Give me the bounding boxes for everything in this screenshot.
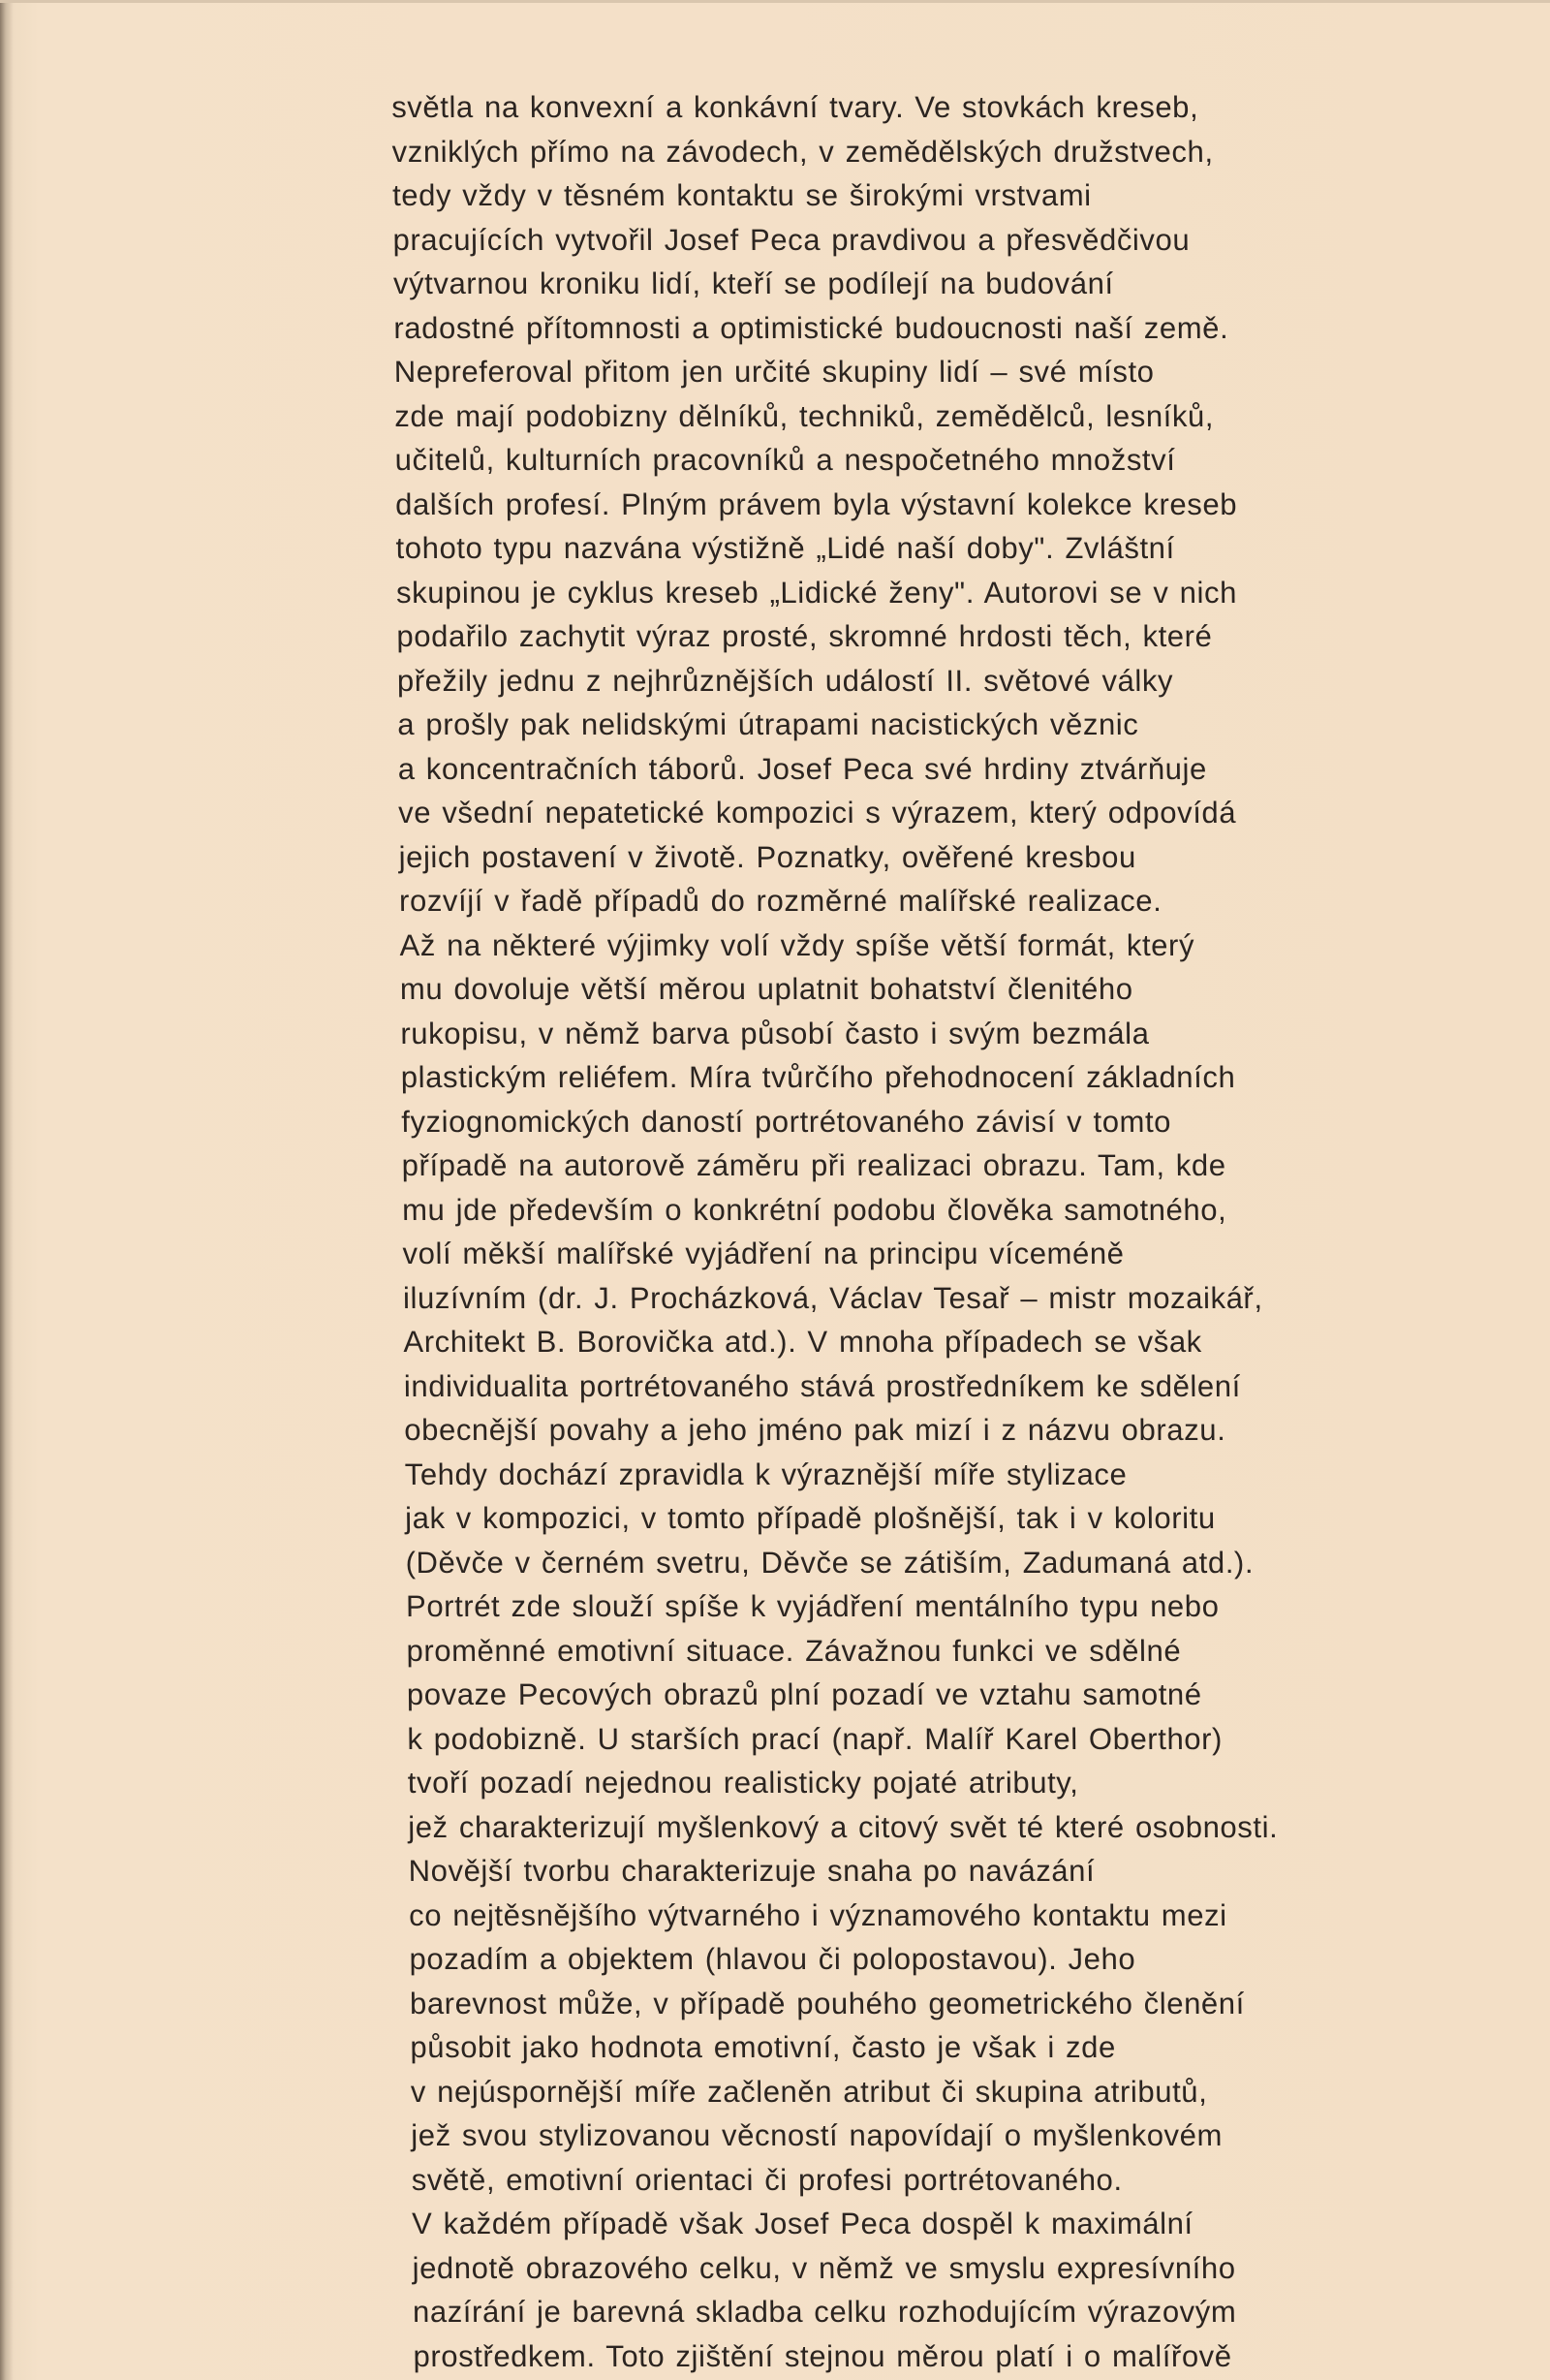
text-line: Tehdy dochází zpravidla k výraznější míře stylizace [404, 1456, 1128, 1491]
text-line: rozvíjí v řadě případů do rozměrné malířské realizace. [398, 884, 1162, 918]
text-line: Portrét zde slouží spíše k vyjádření mentálního typu nebo [405, 1589, 1220, 1623]
text-line: V každém případě však Josef Peca dospěl k maximální [412, 2207, 1194, 2240]
text-line: fyziognomických daností portrétovaného závisí v tomto [401, 1104, 1172, 1139]
text-line: iluzívním (dr. J. Procházková, Václav Tesař – mistr mozaikář, [402, 1280, 1263, 1315]
text-line: jednotě obrazového celku, v němž ve smyslu expresívního [412, 2250, 1236, 2285]
text-line: obecnější povahy a jeho jméno pak mizí i z názvu obrazu. [404, 1413, 1226, 1447]
text-line: pozadím a objektem (hlavou či polopostavou). Jeho [409, 1942, 1136, 1976]
text-line: tvoří pozadí nejednou realisticky pojaté atributy, [407, 1766, 1079, 1800]
text-line: tedy vždy v těsném kontaktu se širokými vrstvami [391, 178, 1092, 212]
text-line: skupinou je cyklus kreseb „Lidické ženy". Autorovi se v nich [395, 575, 1238, 610]
text-line: přežily jednu z nejhrůznějších událostí II. světové války [396, 663, 1174, 698]
text-line: pracujících vytvořil Josef Peca pravdivou a přesvědčivou [392, 222, 1191, 257]
text-line: Architekt B. Borovička atd.). V mnoha případech se však [403, 1325, 1202, 1359]
text-line: jež charakterizují myšlenkový a citový svět té které osobnosti. [408, 1809, 1279, 1844]
text-line: nazírání je barevná skladba celku rozhodujícím výrazovým [412, 2295, 1237, 2329]
text-line: prostředkem. Toto zjištění stejnou měrou platí i o malířově [413, 2338, 1232, 2373]
text-line: radostné přítomnosti a optimistické budoucnosti naší země. [393, 310, 1229, 345]
text-line: jež svou stylizovanou věcností napovídají o myšlenkovém [411, 2118, 1224, 2152]
text-line: světě, emotivní orientaci či profesi portrétovaného. [411, 2162, 1123, 2197]
text-line: zde mají podobizny dělníků, techniků, zemědělců, lesníků, [394, 398, 1215, 433]
text-line: případě na autorově záměru při realizaci obrazu. Tam, kde [401, 1148, 1226, 1182]
text-line: Nepreferoval přitom jen určité skupiny lidí – své místo [393, 355, 1155, 389]
text-line: jak v kompozici, v tomto případě plošnější, tak i v koloritu [405, 1501, 1216, 1535]
text-line: co nejtěsnějšího výtvarného i významového kontaktu mezi [408, 1897, 1227, 1932]
text-line: k podobizně. U starších prací (např. Malíř Karel Oberthor) [407, 1721, 1224, 1756]
text-line: vzniklých přímo na závodech, v zemědělských družstvech, [391, 134, 1214, 169]
text-line: podařilo zachytit výraz prosté, skromné hrdosti těch, které [396, 619, 1213, 653]
text-line: jejich postavení v životě. Poznatky, ověřené kresbou [398, 839, 1136, 874]
text-line: a prošly pak nelidskými útrapami nacistických věznic [397, 707, 1139, 741]
text-line: individualita portrétovaného stává prostředníkem ke sdělení [403, 1368, 1241, 1403]
text-line: v nejúspornější míře začleněn atribut či skupina atributů, [410, 2074, 1208, 2109]
text-line: volí měkší malířské vyjádření na principu víceméně [402, 1237, 1125, 1270]
text-line: a koncentračních táborů. Josef Peca své hrdiny ztvárňuje [397, 751, 1208, 786]
text-line: rukopisu, v němž barva působí často i svým bezmála [400, 1016, 1150, 1050]
text-line: proměnné emotivní situace. Závažnou funkci ve sdělné [406, 1633, 1182, 1668]
body-text [391, 85, 1508, 2378]
text-line: tohoto typu nazvána výstižně „Lidé naší doby". Zvláštní [395, 531, 1175, 565]
text-line: Novější tvorbu charakterizuje snaha po navázání [408, 1854, 1096, 1888]
text-line: (Děvče v černém svetru, Děvče se zátiším, Zadumaná atd.). [405, 1545, 1255, 1580]
text-line: mu dovoluje větší měrou uplatnit bohatství členitého [399, 972, 1133, 1006]
text-line: mu jde především o konkrétní podobu člověka samotného, [401, 1192, 1227, 1227]
text-line: působit jako hodnota emotivní, často je však i zde [410, 2030, 1117, 2064]
text-line: plastickým reliéfem. Míra tvůrčího přehodnocení základních [400, 1060, 1236, 1094]
text-line: barevnost může, v případě pouhého geometrického členění [409, 1986, 1246, 2020]
text-line: světla na konvexní a konkávní tvary. Ve stovkách kreseb, [391, 90, 1199, 124]
text-line: Až na některé výjimky volí vždy spíše větší formát, který [399, 927, 1195, 962]
text-line: povaze Pecových obrazů plní pozadí ve vztahu samotné [406, 1677, 1202, 1711]
text-line: dalších profesí. Plným právem byla výstavní kolekce kreseb [394, 486, 1238, 521]
text-line: ve všední nepatetické kompozici s výrazem, který odpovídá [398, 796, 1237, 830]
text-line: učitelů, kulturních pracovníků a nespočetného množství [394, 443, 1176, 477]
text-line: výtvarnou kroniku lidí, kteří se podílejí na budování [392, 266, 1114, 300]
page-top-edge [0, 0, 1550, 3]
